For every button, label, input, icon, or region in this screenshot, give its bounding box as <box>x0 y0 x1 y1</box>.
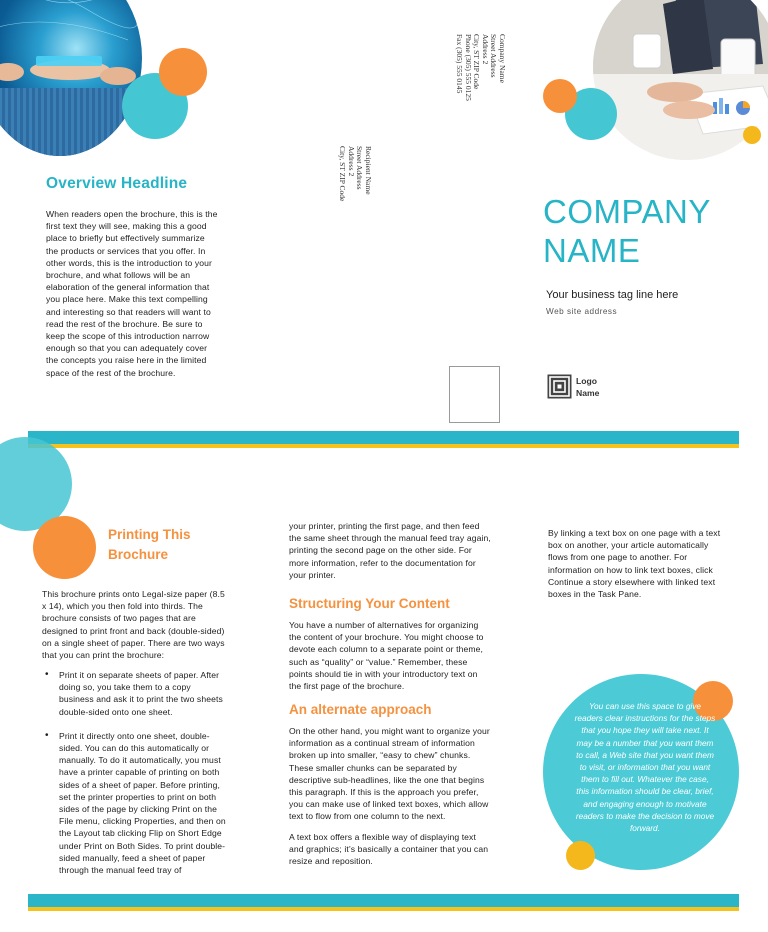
structuring-heading: Structuring Your Content <box>289 596 450 611</box>
list-item: • Print it on separate sheets of paper. After doing so, you take them to a copy business and ask it to print the two sheets double-sided onto one sheet. <box>42 669 226 718</box>
logo-name-line1: Logo <box>576 376 597 386</box>
return-address-line: Phone (305) 555 0125 <box>463 34 473 101</box>
printing-bullets <box>42 669 226 888</box>
company-name-line2: NAME <box>543 232 641 269</box>
decor-circle-orange <box>33 516 96 579</box>
tablet-photo <box>0 0 142 156</box>
recipient-address-line: Address 2 <box>346 146 356 177</box>
callout-text: You can use this space to give readers clear instructions for the steps that you hope they will take next. It may be a number that you want them to call, a Web site that you want them to visit, or information that you want them to fill out. Whatever the case, this information should be clear, brief, and engaging enough to motivate readers to make the decision to move forward. <box>574 701 716 834</box>
company-name <box>543 192 711 270</box>
return-address-line: Company Name <box>498 34 507 83</box>
company-name-line1: COMPANY <box>543 193 711 230</box>
recipient-address-line: City, ST ZIP Code <box>338 146 348 202</box>
logo-name-line2: Name <box>576 387 600 398</box>
printing-heading-line2: Brochure <box>108 547 169 562</box>
printing-heading-line1: Printing This <box>108 527 191 542</box>
recipient-address-line: Street Address <box>355 146 365 190</box>
decor-circle-orange <box>159 48 207 96</box>
return-address-line: Address 2 <box>480 34 490 65</box>
alternate-body: On the other hand, you might want to organize your information as a continual stream of information broken up into smaller, “easy to chew” chunks. These smaller chunks can be separated by descriptive sub-headlines, like the one that begins this paragraph. If this is the approach you prefer, you can make use of linked text boxes, which allow text to flow from one column to the next. <box>289 726 490 822</box>
footer-band-teal <box>28 431 739 444</box>
footer-band-yellow <box>28 907 739 911</box>
footer-band-yellow <box>28 444 739 448</box>
recipient-address <box>338 146 372 201</box>
linking-body: By linking a text box on one page with a text box on another, your article automatically flows from one page to another. For information on how to link text boxes, click Continue a story elsewhere with linked text boxes in the Task Pane. <box>548 528 721 600</box>
printing-heading <box>108 525 191 565</box>
logo-name <box>576 376 599 399</box>
tagline: Your business tag line here <box>546 289 679 301</box>
footer-band-teal <box>28 894 739 907</box>
printing-intro: This brochure prints onto Legal-size paper (8.5 x 14), which you then fold into thirds. The brochure consists of two pages that are designed to print front and back (double-sided) on a single sheet of paper. There are two ways that you can print the brochure: <box>42 589 225 661</box>
decor-circle-yellow <box>566 841 595 870</box>
return-address-line: Fax (305) 555 0145 <box>455 34 465 94</box>
meeting-photo <box>593 0 768 160</box>
list-item: • Print it directly onto one sheet, double-sided. You can do this automatically or manually. To do it automatically, you must have a printer capable of printing on both sides of a sheet of paper. Before printing, set the printer properties to print on both sides of the page by clicking Print on the File menu, clicking Properties, and then on the Layout tab clicking Flip on Short Edge under Print on Both Sides. To print double-sided manually, feed a sheet of paper through the manual feed tray of <box>42 730 226 876</box>
decor-circle-yellow <box>743 126 761 144</box>
website: Web site address <box>546 307 618 316</box>
return-address-line: Street Address <box>489 34 499 78</box>
textbox-body: A text box offers a flexible way of displaying text and graphics; it’s basically a container that you can resize and reposition. <box>289 832 489 867</box>
logo-mark-icon <box>547 374 572 399</box>
return-address <box>454 34 506 101</box>
recipient-address-line: Recipient Name <box>364 146 373 195</box>
decor-circle-orange <box>543 79 577 113</box>
overview-headline: Overview Headline <box>46 175 188 192</box>
return-address-line: City, ST ZIP Code <box>472 34 482 90</box>
structuring-body: You have a number of alternatives for organizing the content of your brochure. You might choose to devote each column to a separate point or theme, such as “quality” or “value.” Remember, these points should tie in with your introductory text on the first page of the brochure. <box>289 620 484 692</box>
alternate-heading: An alternate approach <box>289 702 432 717</box>
continued-text: your printer, printing the first page, and then feed the same sheet through the manual feed tray again, printing the second page on the other side. For more information, refer to the documentation for your printer. <box>289 521 491 580</box>
overview-body: When readers open the brochure, this is the first text they will see, making this a good place to briefly but effectively summarize the products or services that you offer. In other words, this is the introduction to your brochure, and what follows will be an elaboration of the general information that you place here. Make this text compelling and interesting so that readers will want to read the rest of the brochure. Be sure to keep the scope of this introduction narrow enough so that you can adequately cover the concepts you raise here in the limited space of the rest of the brochure. <box>46 209 218 378</box>
stamp-box <box>449 366 500 423</box>
